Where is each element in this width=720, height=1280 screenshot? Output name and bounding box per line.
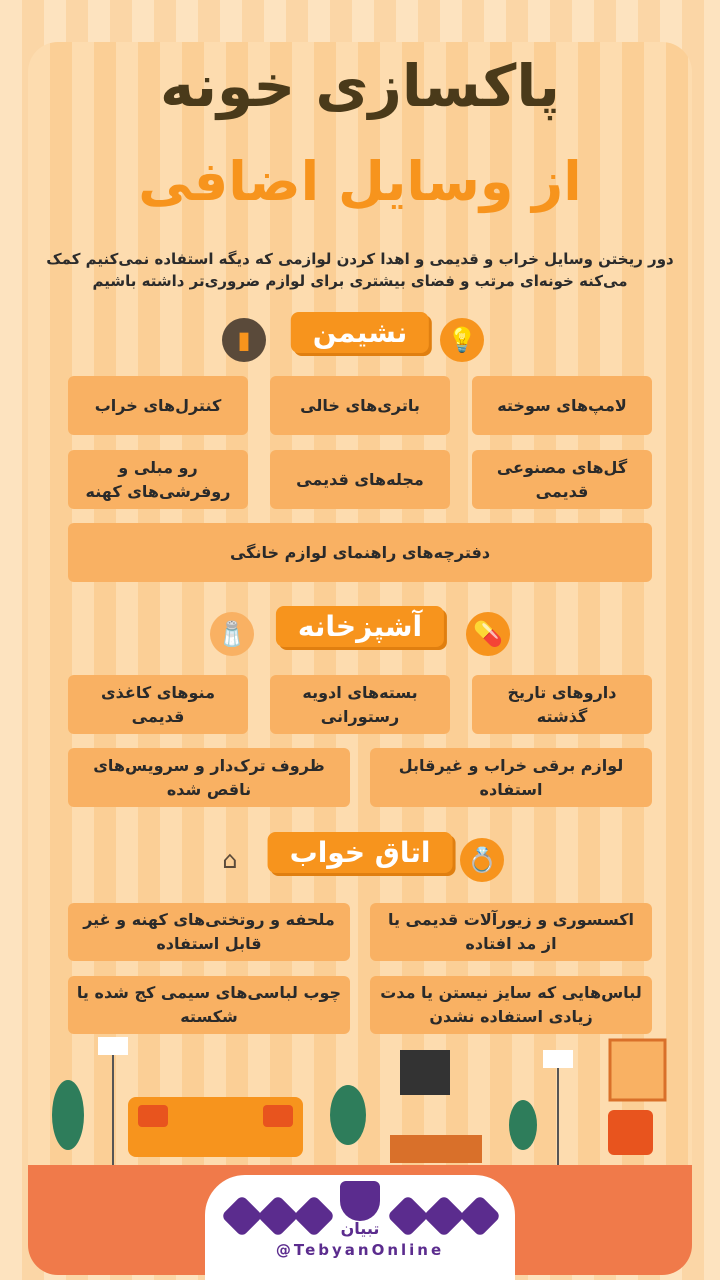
plant: [330, 1085, 366, 1145]
footer: [205, 1175, 515, 1280]
plant: [52, 1080, 84, 1150]
section-bedroom: [0, 832, 720, 884]
battery-icon: ▮: [222, 318, 266, 362]
tv-stand: [390, 1135, 482, 1163]
list-item: گل‌های مصنوعی قدیمی: [472, 450, 652, 509]
section-title: نشیمن: [291, 312, 429, 353]
list-item: بسته‌های ادویه رستورانی: [270, 675, 450, 734]
list-item: رو مبلی و روفرشی‌های کهنه: [68, 450, 248, 509]
list-item: چوب لباسی‌های سیمی کج شده یا شکسته: [68, 976, 350, 1034]
lamp-shade: [543, 1050, 573, 1068]
tebyan-logo: [340, 1181, 380, 1221]
hanger-icon: ⌂: [222, 846, 238, 874]
list-item: لباس‌هایی که سایز نیستن یا مدت زیادی استفاده نشدن: [370, 976, 652, 1034]
list-item: کنترل‌های خراب: [68, 376, 248, 435]
list-item: باتری‌های خالی: [270, 376, 450, 435]
section-living-room: [0, 312, 720, 364]
cushion: [138, 1105, 168, 1127]
list-item: اکسسوری و زیورآلات قدیمی یا از مد افتاده: [370, 903, 652, 961]
living-room-illustration: [28, 1035, 692, 1185]
brand-name: تبیان: [340, 1219, 380, 1238]
tv: [400, 1050, 450, 1095]
list-item: لامپ‌های سوخته: [472, 376, 652, 435]
lightbulb-icon: 💡: [440, 318, 484, 362]
list-item: ظروف ترک‌دار و سرویس‌های ناقص شده: [68, 748, 350, 807]
title-line2: از وسایل اضافی: [138, 150, 582, 213]
title-line1: پاکسازی خونه: [160, 52, 560, 120]
section-title: اتاق خواب: [268, 832, 453, 873]
cushion: [263, 1105, 293, 1127]
section-title: آشپزخانه: [276, 606, 444, 647]
section-kitchen: [0, 606, 720, 658]
bookshelf: [610, 1040, 665, 1100]
list-item: دفترچه‌های راهنمای لوازم خانگی: [68, 523, 652, 582]
ring-icon: 💍: [460, 838, 504, 882]
list-item: مجله‌های قدیمی: [270, 450, 450, 509]
intro-text: دور ریختن وسایل خراب و قدیمی و اهدا کردن لوازمی که دیگه استفاده نمی‌کنیم کمک می‌کنه خونه‌ای مرتب و فضای بیشتری برای لوازم ضروری‌تر داشته باشیم: [46, 250, 674, 290]
spice-jars-icon: 🧂: [210, 612, 254, 656]
pills-icon: 💊: [466, 612, 510, 656]
lamp-shade: [98, 1037, 128, 1055]
list-item: داروهای تاریخ گذشته: [472, 675, 652, 734]
list-item: منوهای کاغذی قدیمی: [68, 675, 248, 734]
plant: [509, 1100, 537, 1150]
armchair: [608, 1110, 653, 1155]
social-handle: @TebyanOnline: [275, 1241, 445, 1259]
list-item: ملحفه و روتختی‌های کهنه و غیر قابل استفاده: [68, 903, 350, 961]
list-item: لوازم برقی خراب و غیرقابل استفاده: [370, 748, 652, 807]
